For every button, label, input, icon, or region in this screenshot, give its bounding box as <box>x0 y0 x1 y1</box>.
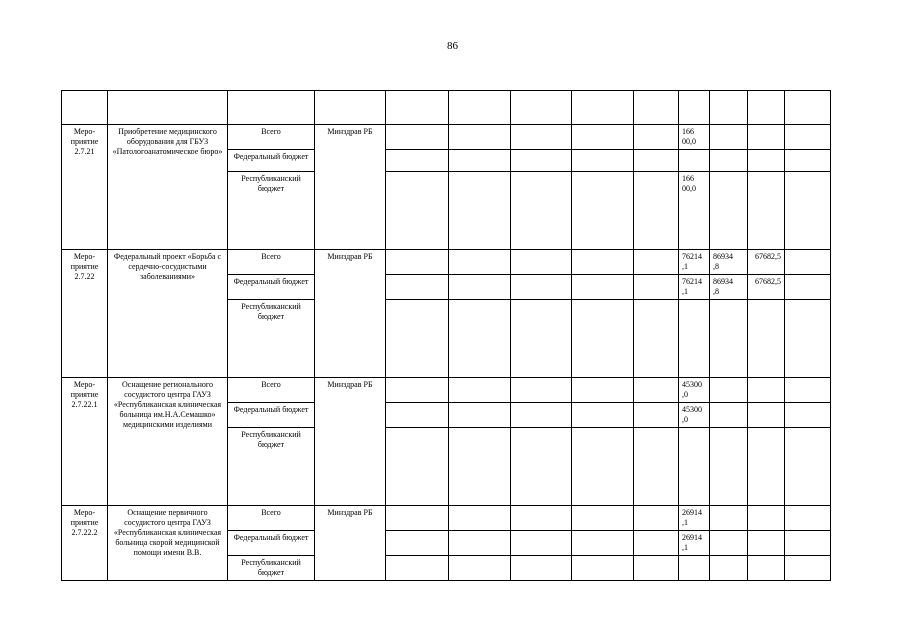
executor: Минздрав РБ <box>315 506 386 581</box>
empty-cell <box>634 275 679 300</box>
value-year-3 <box>748 556 785 581</box>
funding-source: Республиканский бюджет <box>228 556 315 581</box>
empty-cell <box>634 403 679 428</box>
empty-cell <box>785 300 831 378</box>
measure-name: Оснащение регионального сосудистого центра ГАУЗ «Республиканская клиническая больница им.Н.А.Семашко» медицинскими изделиями <box>108 378 228 506</box>
value-year-3 <box>748 125 785 150</box>
empty-cell <box>386 275 449 300</box>
value-year-3: 67682,5 <box>748 250 785 275</box>
funding-source: Всего <box>228 250 315 275</box>
value-year-3 <box>748 428 785 506</box>
value-year-1: 26914 ,1 <box>679 506 710 531</box>
funding-source: Федеральный бюджет <box>228 150 315 172</box>
value-year-3: 67682,5 <box>748 275 785 300</box>
empty-cell <box>386 556 449 581</box>
empty-cell <box>572 556 634 581</box>
empty-cell <box>634 531 679 556</box>
table-row <box>62 506 831 531</box>
executor: Минздрав РБ <box>315 378 386 506</box>
empty-cell <box>386 403 449 428</box>
empty-cell <box>634 172 679 250</box>
empty-cell <box>511 150 572 172</box>
value-year-2 <box>710 172 748 250</box>
value-year-1: 76214 ,1 <box>679 250 710 275</box>
empty-cell <box>386 428 449 506</box>
empty-cell <box>449 506 511 531</box>
table-row <box>62 378 831 403</box>
funding-source: Всего <box>228 378 315 403</box>
empty-cell <box>449 250 511 275</box>
value-year-2 <box>710 403 748 428</box>
empty-cell <box>572 403 634 428</box>
empty-cell <box>449 125 511 150</box>
value-year-3 <box>748 172 785 250</box>
value-year-1: 166 00,0 <box>679 125 710 150</box>
executor: Минздрав РБ <box>315 125 386 250</box>
empty-cell <box>572 531 634 556</box>
table-row <box>62 250 831 275</box>
empty-cell <box>449 556 511 581</box>
empty-cell <box>572 300 634 378</box>
empty-cell <box>634 506 679 531</box>
empty-cell <box>511 506 572 531</box>
empty-cell <box>572 378 634 403</box>
empty-cell <box>386 531 449 556</box>
funding-source: Всего <box>228 125 315 150</box>
empty-cell <box>785 403 831 428</box>
funding-source: Республиканский бюджет <box>228 172 315 250</box>
empty-cell <box>634 428 679 506</box>
value-year-1 <box>679 428 710 506</box>
executor: Минздрав РБ <box>315 250 386 378</box>
empty-cell <box>634 150 679 172</box>
empty-cell <box>386 150 449 172</box>
value-year-1: 26914 ,1 <box>679 531 710 556</box>
value-year-2 <box>710 506 748 531</box>
empty-cell <box>785 428 831 506</box>
value-year-2 <box>710 428 748 506</box>
empty-cell <box>511 378 572 403</box>
empty-cell <box>572 150 634 172</box>
blank-header-row <box>62 91 831 125</box>
empty-cell <box>511 172 572 250</box>
empty-cell <box>785 531 831 556</box>
budget-table <box>61 90 831 581</box>
value-year-2 <box>710 125 748 150</box>
empty-cell <box>634 250 679 275</box>
empty-cell <box>386 172 449 250</box>
empty-cell <box>511 125 572 150</box>
measure-name: Приобретение медицинского оборудования для ГБУЗ «Патологоанатомическое бюро» <box>108 125 228 250</box>
empty-cell <box>449 275 511 300</box>
value-year-3 <box>748 300 785 378</box>
empty-cell <box>386 250 449 275</box>
value-year-3 <box>748 378 785 403</box>
empty-cell <box>572 428 634 506</box>
value-year-1: 45300 ,0 <box>679 378 710 403</box>
value-year-3 <box>748 403 785 428</box>
value-year-3 <box>748 531 785 556</box>
empty-cell <box>511 403 572 428</box>
funding-source: Республиканский бюджет <box>228 428 315 506</box>
value-year-2 <box>710 150 748 172</box>
empty-cell <box>572 172 634 250</box>
funding-source: Республиканский бюджет <box>228 300 315 378</box>
empty-cell <box>449 172 511 250</box>
empty-cell <box>785 172 831 250</box>
value-year-1: 76214 ,1 <box>679 275 710 300</box>
empty-cell <box>785 250 831 275</box>
empty-cell <box>511 531 572 556</box>
value-year-2 <box>710 531 748 556</box>
empty-cell <box>386 378 449 403</box>
table-row <box>62 125 831 150</box>
empty-cell <box>572 250 634 275</box>
value-year-3 <box>748 506 785 531</box>
empty-cell <box>785 275 831 300</box>
value-year-1: 166 00,0 <box>679 172 710 250</box>
value-year-2: 86934 ,8 <box>710 275 748 300</box>
empty-cell <box>386 506 449 531</box>
value-year-1 <box>679 300 710 378</box>
empty-cell <box>511 428 572 506</box>
value-year-2: 86934 ,8 <box>710 250 748 275</box>
measure-id: Меро- приятие 2.7.22 <box>62 250 108 378</box>
page-number: 86 <box>447 40 458 52</box>
empty-cell <box>386 125 449 150</box>
empty-cell <box>511 300 572 378</box>
funding-source: Федеральный бюджет <box>228 531 315 556</box>
value-year-2 <box>710 378 748 403</box>
empty-cell <box>572 125 634 150</box>
empty-cell <box>386 300 449 378</box>
empty-cell <box>449 300 511 378</box>
value-year-2 <box>710 556 748 581</box>
empty-cell <box>634 378 679 403</box>
empty-cell <box>785 378 831 403</box>
measure-id: Меро- приятие 2.7.21 <box>62 125 108 250</box>
funding-source: Федеральный бюджет <box>228 275 315 300</box>
value-year-3 <box>748 150 785 172</box>
empty-cell <box>449 531 511 556</box>
empty-cell <box>785 556 831 581</box>
empty-cell <box>511 275 572 300</box>
empty-cell <box>449 378 511 403</box>
empty-cell <box>634 125 679 150</box>
measure-id: Меро- приятие 2.7.22.1 <box>62 378 108 506</box>
empty-cell <box>572 275 634 300</box>
empty-cell <box>785 506 831 531</box>
empty-cell <box>449 403 511 428</box>
empty-cell <box>785 125 831 150</box>
measure-name: Федеральный проект «Борьба с сердечно-сосудистыми заболеваниями» <box>108 250 228 378</box>
empty-cell <box>511 250 572 275</box>
empty-cell <box>634 300 679 378</box>
empty-cell <box>572 506 634 531</box>
measure-name: Оснащение первичного сосудистого центра ГАУЗ «Республиканская клиническая больница скорой медицинской помощи имени В.В. <box>108 506 228 581</box>
value-year-1 <box>679 556 710 581</box>
value-year-1 <box>679 150 710 172</box>
empty-cell <box>449 428 511 506</box>
value-year-1: 45300 ,0 <box>679 403 710 428</box>
funding-source: Федеральный бюджет <box>228 403 315 428</box>
empty-cell <box>634 556 679 581</box>
value-year-2 <box>710 300 748 378</box>
empty-cell <box>785 150 831 172</box>
empty-cell <box>511 556 572 581</box>
funding-source: Всего <box>228 506 315 531</box>
empty-cell <box>449 150 511 172</box>
measure-id: Меро- приятие 2.7.22.2 <box>62 506 108 581</box>
